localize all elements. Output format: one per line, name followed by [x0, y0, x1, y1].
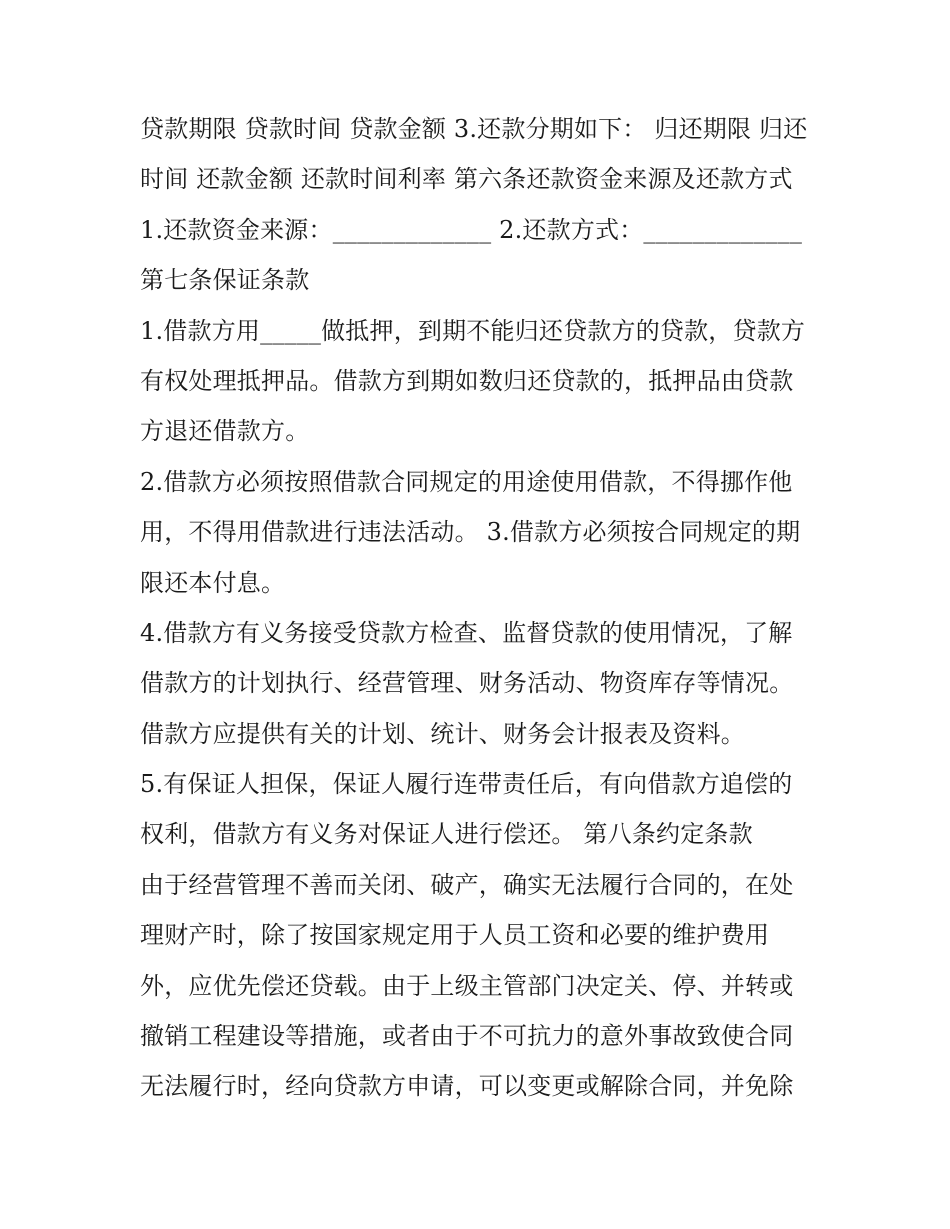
- text-line: 2.借款方必须按照借款合同规定的用途使用借款，不得挪作他: [140, 467, 793, 496]
- text-line: 贷款期限 贷款时间 贷款金额 3.还款分期如下： 归还期限 归还: [140, 115, 808, 143]
- text-line: 无法履行时，经向贷款方申请，可以变更或解除合同，并免除: [140, 1072, 794, 1101]
- text-line: 时间 还款金额 还款时间利率 第六条还款资金来源及还款方式: [140, 165, 793, 194]
- text-line: 4.借款方有义务接受贷款方检查、监督贷款的使用情况，了解: [140, 618, 793, 647]
- text-line: 由于经营管理不善而关闭、破产，确实无法履行合同的，在处: [140, 870, 794, 899]
- text-line: 理财产时，除了按国家规定用于人员工资和必要的维护费用: [140, 921, 770, 950]
- text-line: 权利，借款方有义务对保证人进行偿还。 第八条约定条款: [140, 820, 753, 849]
- document-body: [140, 104, 830, 1112]
- text-line: 1.还款资金来源：_____________ 2.还款方式：_____________: [140, 215, 803, 244]
- text-line: 限还本付息。: [140, 568, 286, 597]
- text-line: 用，不得用借款进行违法活动。 3.借款方必须按合同规定的期: [140, 518, 801, 547]
- text-line: 撤销工程建设等措施，或者由于不可抗力的意外事故致使合同: [140, 1022, 794, 1051]
- text-line: 1.借款方用_____做抵押，到期不能归还贷款方的贷款，贷款方: [140, 316, 806, 345]
- text-line: 外，应优先偿还贷载。由于上级主管部门决定关、停、并转或: [140, 971, 794, 1000]
- text-line: 借款方的计划执行、经营管理、财务活动、物资库存等情况。: [140, 669, 794, 698]
- text-line: 借款方应提供有关的计划、统计、财务会计报表及资料。: [140, 719, 745, 748]
- text-line: 5.有保证人担保，保证人履行连带责任后，有向借款方追偿的: [140, 770, 793, 799]
- section-heading: 第七条保证条款: [140, 266, 310, 295]
- text-line: 方退还借款方。: [140, 417, 310, 446]
- text-line: 有权处理抵押品。借款方到期如数归还贷款的，抵押品由贷款: [140, 366, 794, 395]
